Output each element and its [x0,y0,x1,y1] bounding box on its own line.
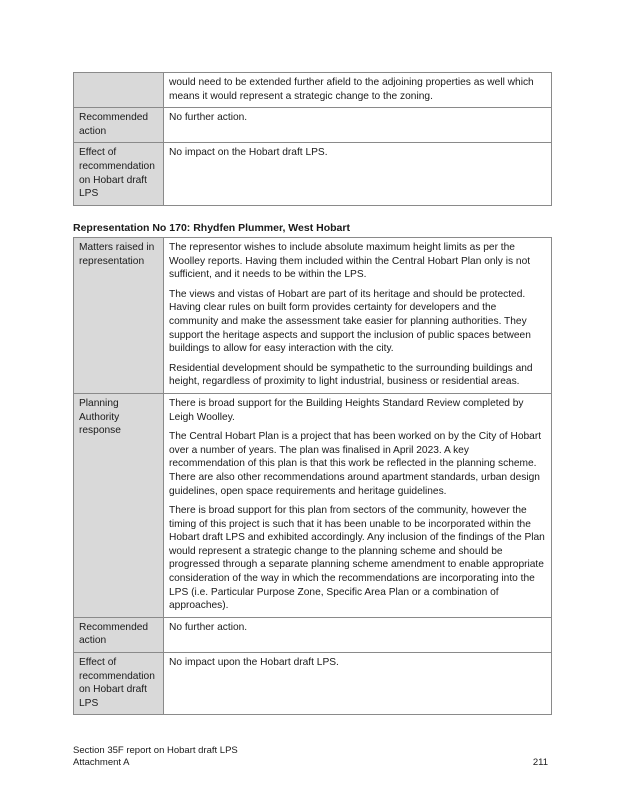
table-row [74,73,552,108]
footer-attachment: Attachment A [73,757,130,768]
row-value [164,143,552,205]
table-row [74,143,552,205]
paragraph: would need to be extended further afield to the adjoining properties as well which means it would represent a strategic change to the zoning. [169,77,534,102]
table-row [74,238,552,394]
paragraph: No further action. [169,112,248,124]
paragraph: Residential development should be sympathetic to the surrounding buildings and height, regardless of proximity to light industrial, business or residential areas. [169,362,533,388]
row-label [74,73,164,108]
paragraph: No further action. [169,621,248,633]
row-value [164,653,552,715]
table-row [74,108,552,143]
row-value [164,617,552,652]
table-row [74,653,552,715]
row-label: Planning Authority response [74,393,164,617]
row-label: Matters raised in representation [74,238,164,394]
paragraph: The representor wishes to include absolute maximum height limits as per the Woolley reports. Having them included within the Central Hobart Plan only is not sufficient, and it needs to be within the LPS. [169,242,531,281]
row-label: Effect of recommendation on Hobart draft LPS [74,143,164,205]
row-value [164,393,552,617]
footer-report-title: Section 35F report on Hobart draft LPS [73,745,238,756]
row-label: Recommended action [74,617,164,652]
row-label: Recommended action [74,108,164,143]
row-value [164,108,552,143]
paragraph: There is broad support for this plan from sectors of the community, however the timing of this project is such that it has been unable to be incorporated within the Hobart draft LPS and exhibited accordingly. Any inclusion of the findings of the Plan would represent a strategic change to the planning scheme and should be progressed through a separate planning scheme amendment to enable appropriate consideration of the way in which the recommendations are incorporating into the LPS (i.e. Particular Purpose Zone, Specific Area Plan or a combination of approaches). [169,505,545,612]
page-footer [73,745,238,769]
representation-table [73,237,552,715]
row-value [164,73,552,108]
table-row [74,393,552,617]
paragraph: The Central Hobart Plan is a project that has been worked on by the City of Hobart over a number of years. The plan was finalised in April 2023. A key recommendation of this plan is that this work be reflected in the planning scheme. There are also other recommendations around apartment standards, urban design guidelines, open space requirements and heritage guidelines. [169,431,542,497]
paragraph: There is broad support for the Building Heights Standard Review completed by Leigh Woolley. [169,397,524,423]
paragraph: The views and vistas of Hobart are part of its heritage and should be protected. Having clear rules on built form provides certainty for developers and the community and make the assessment take easier for planning authorities. They support the heritage aspects and support the inclusion of public spaces between buildings to allow for easy interaction with the city. [169,288,531,355]
section-heading: Representation No 170: Rhydfen Plummer, West Hobart [73,222,350,234]
continued-table [73,72,552,206]
row-value [164,238,552,394]
page-number: 211 [532,757,548,768]
table-row [74,617,552,652]
paragraph: No impact upon the Hobart draft LPS. [169,657,339,669]
row-label: Effect of recommendation on Hobart draft LPS [74,653,164,715]
paragraph: No impact on the Hobart draft LPS. [169,147,328,159]
